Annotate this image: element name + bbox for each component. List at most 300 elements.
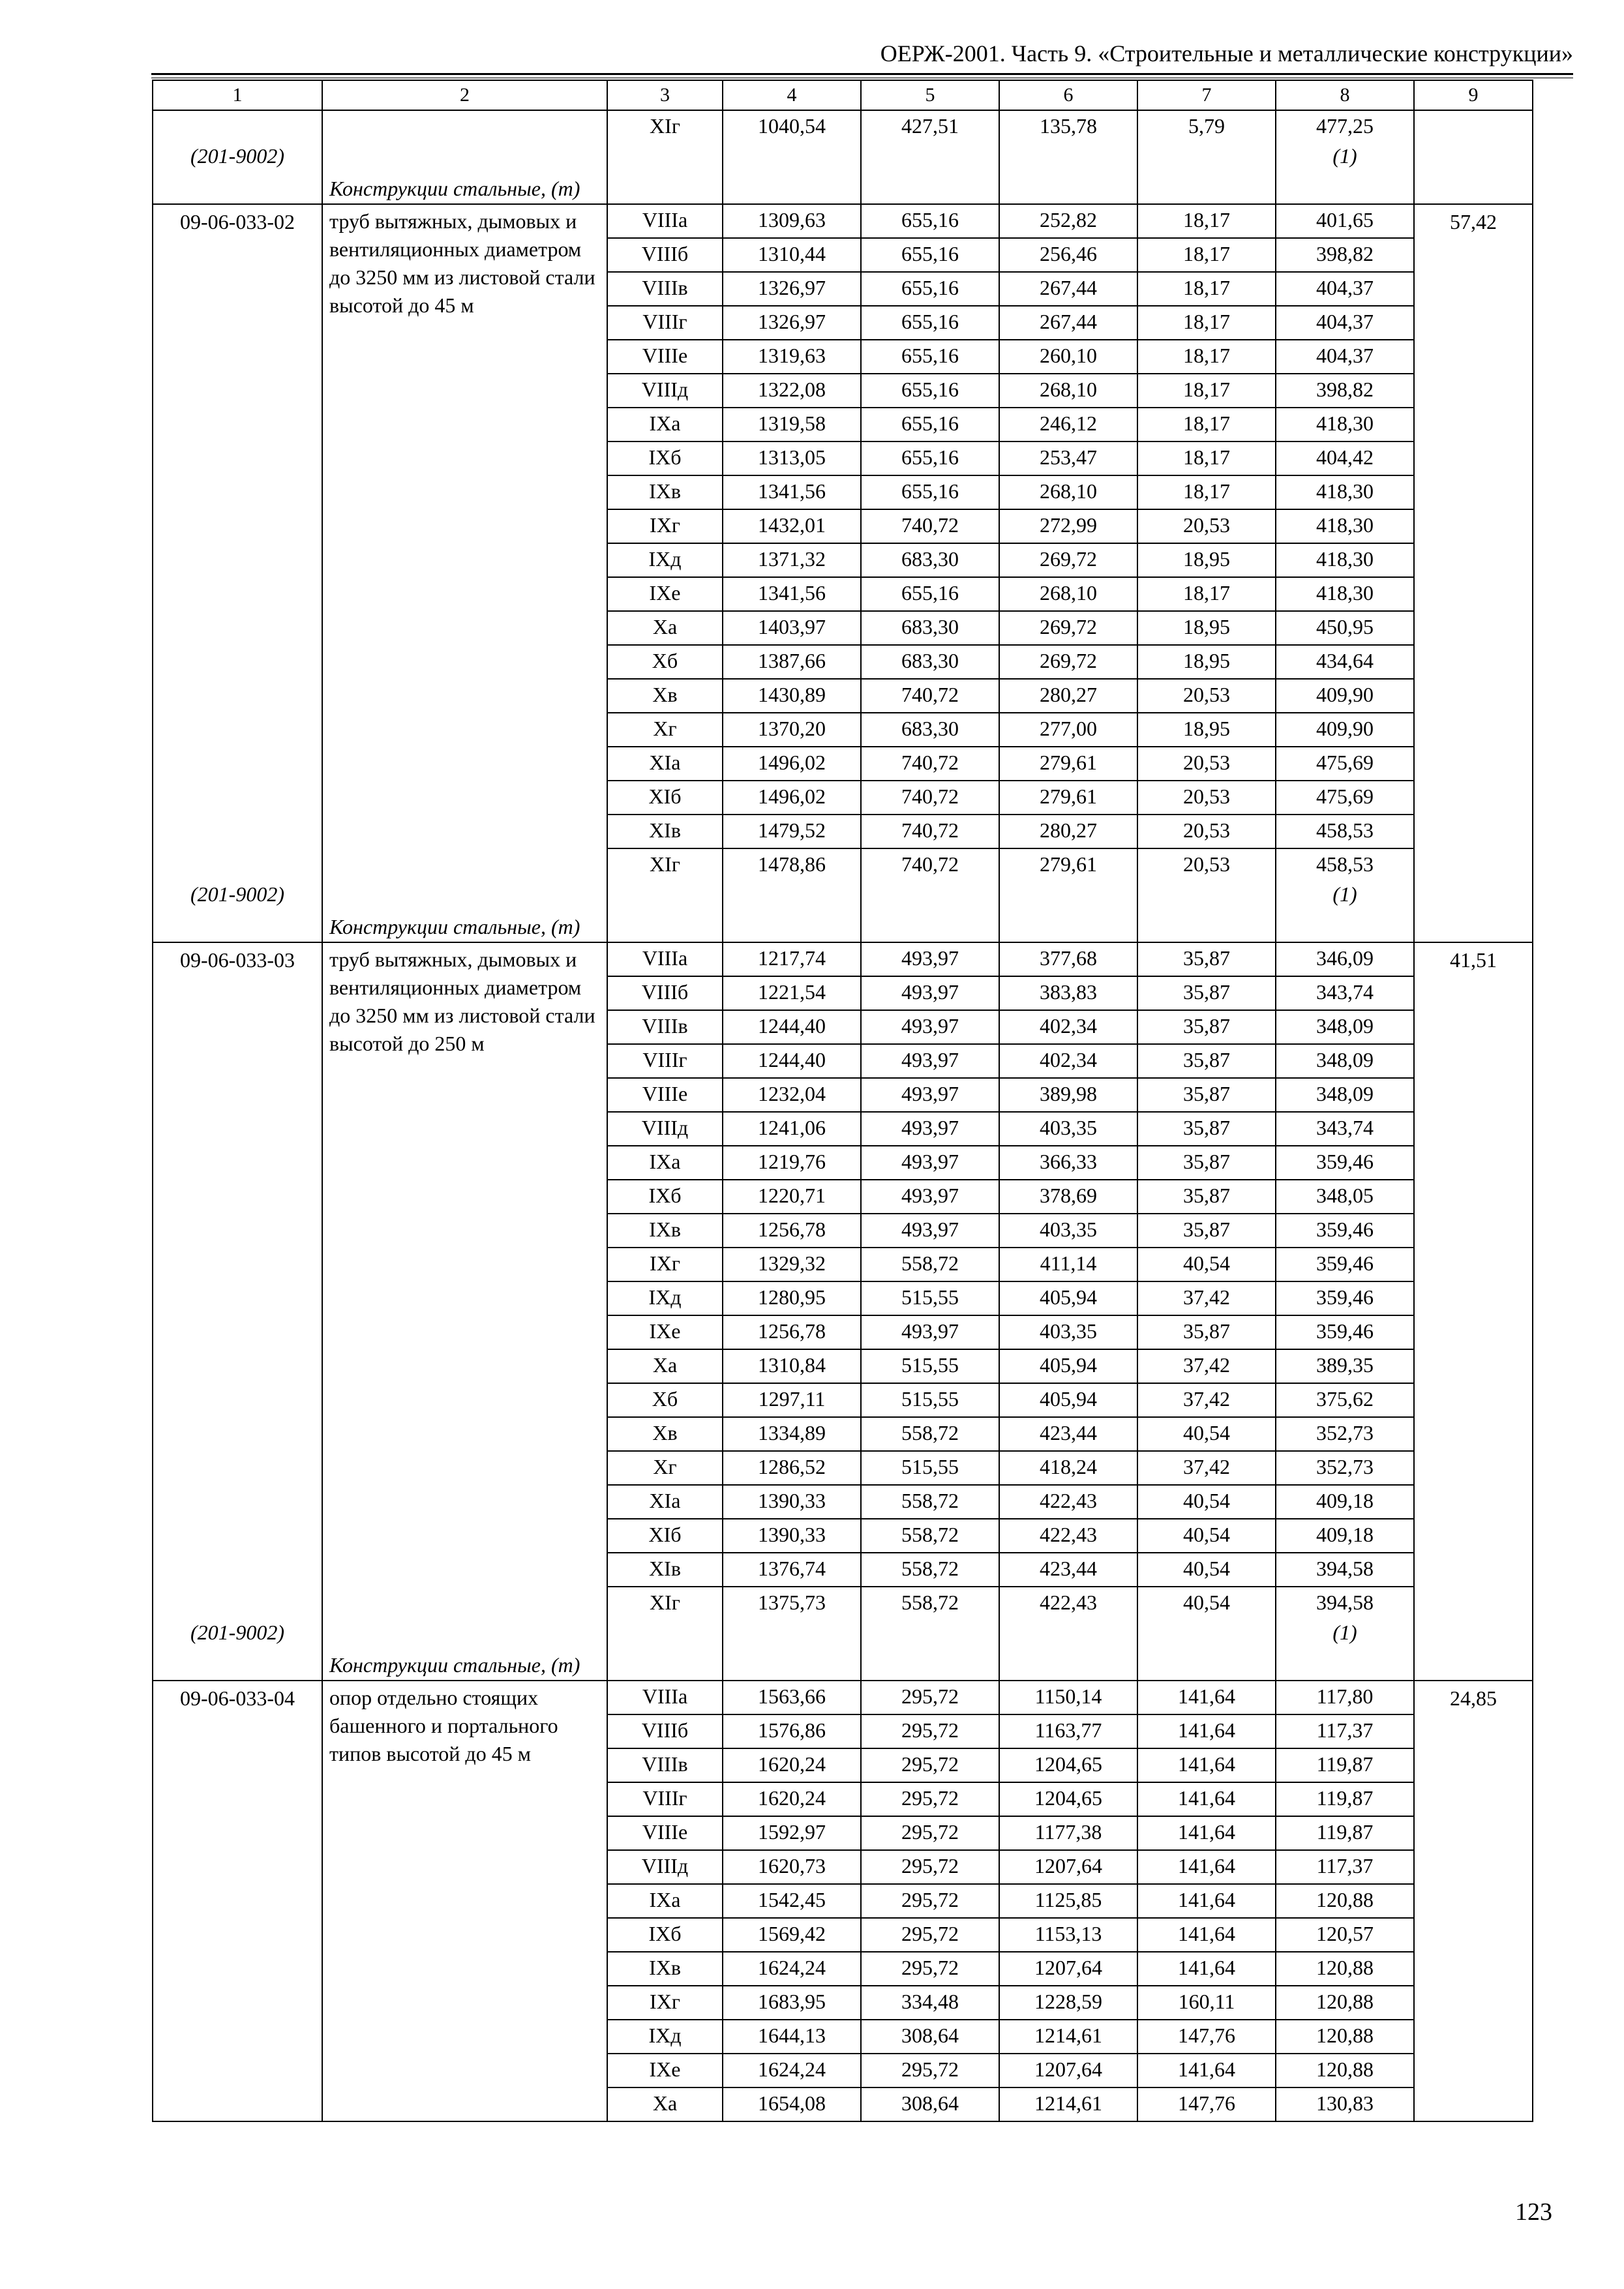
- cell-value: 119,87: [1316, 1786, 1374, 1810]
- cell-value: 18,17: [1183, 208, 1230, 232]
- cell-value: 1214,61: [1034, 2024, 1102, 2047]
- value-cell: [1137, 2054, 1276, 2087]
- cell-value: 377,68: [1040, 946, 1097, 970]
- cell-value: 366,33: [1040, 1150, 1097, 1173]
- value-cell: [861, 408, 999, 441]
- value-cell: [999, 1681, 1137, 1714]
- value-cell: [1137, 1417, 1276, 1451]
- cell-value: 418,30: [1316, 513, 1374, 537]
- cell-value: 515,55: [901, 1387, 959, 1411]
- cell-value: IXг: [650, 513, 680, 537]
- cell-value: VIIIг: [642, 1048, 687, 1071]
- cell-value: 272,99: [1040, 513, 1097, 537]
- cell-value: VIIIа: [642, 946, 688, 970]
- cell-value: 295,72: [901, 1684, 959, 1708]
- cell-value: 348,09: [1316, 1082, 1374, 1105]
- value-cell: [861, 1044, 999, 1078]
- cell-value: IXа: [649, 411, 681, 435]
- value-cell: [723, 374, 861, 408]
- value-cell: [861, 1553, 999, 1587]
- cell-value: 246,12: [1040, 411, 1097, 435]
- cell-value: 120,88: [1316, 2057, 1374, 2081]
- value-cell: [999, 272, 1137, 306]
- value-cell: [1276, 1918, 1414, 1952]
- cell-value: XIв: [649, 1557, 681, 1580]
- cell-value: 252,82: [1040, 208, 1097, 232]
- cell-value: IXа: [649, 1888, 681, 1911]
- footnote-ref: (1): [1332, 144, 1357, 168]
- value-cell: [999, 1112, 1137, 1146]
- value-cell: [723, 340, 861, 374]
- value-cell: [999, 611, 1137, 645]
- cell-value: 422,43: [1040, 1489, 1097, 1512]
- cell-value: 1219,76: [758, 1150, 826, 1173]
- value-cell: [1137, 1281, 1276, 1315]
- value-cell: [861, 747, 999, 781]
- cell-value: 515,55: [901, 1455, 959, 1478]
- value-cell: [1276, 1078, 1414, 1112]
- cell-value: 1220,71: [758, 1184, 826, 1207]
- cell-value: 260,10: [1040, 344, 1097, 367]
- value-cell: [1137, 1587, 1276, 1681]
- zone-cell: [607, 475, 723, 509]
- value-cell: [1137, 1918, 1276, 1952]
- cell-value: 655,16: [901, 276, 959, 299]
- zone-cell: [607, 272, 723, 306]
- cell-value: Xа: [652, 2091, 678, 2115]
- value-cell: [999, 1485, 1137, 1519]
- value-cell: [1137, 509, 1276, 543]
- column-number: 5: [861, 80, 999, 110]
- value-cell: [1137, 1986, 1276, 2020]
- rate-code: 09-06-033-03: [180, 948, 295, 972]
- value-cell: [861, 1281, 999, 1315]
- value-cell: [723, 1112, 861, 1146]
- cell-value: 40,54: [1183, 1251, 1230, 1275]
- value-cell: [861, 1451, 999, 1485]
- column-number: 7: [1137, 80, 1276, 110]
- cell-value: Xв: [652, 1421, 678, 1444]
- value-cell: [1137, 942, 1276, 976]
- cell-value: VIIIв: [642, 1014, 688, 1038]
- value-cell: [999, 2054, 1137, 2087]
- cell-value: 655,16: [901, 242, 959, 265]
- cell-value: VIIIг: [642, 1786, 687, 1810]
- cell-value: 277,00: [1040, 717, 1097, 740]
- value-cell: [1137, 747, 1276, 781]
- cell-value: IXе: [649, 2057, 681, 2081]
- value-cell: [1137, 1952, 1276, 1986]
- value-cell: [1137, 2020, 1276, 2054]
- resource-code: (201-9002): [190, 1621, 284, 1644]
- value-cell: [723, 1451, 861, 1485]
- description-cell: [322, 1681, 607, 2121]
- cell-value: 120,88: [1316, 2024, 1374, 2047]
- cell-value: 1244,40: [758, 1014, 826, 1038]
- value-cell: [1137, 1010, 1276, 1044]
- value-cell: [1137, 781, 1276, 815]
- value-cell: [999, 1248, 1137, 1281]
- value-cell: [861, 815, 999, 848]
- cell-value: 40,54: [1183, 1489, 1230, 1512]
- value-cell: [723, 1417, 861, 1451]
- cell-value: 279,61: [1040, 785, 1097, 808]
- value-cell: [999, 1918, 1137, 1952]
- cell-value: 348,09: [1316, 1014, 1374, 1038]
- cell-value: 295,72: [901, 1820, 959, 1844]
- value-cell: [1276, 509, 1414, 543]
- cell-value: 1479,52: [758, 818, 826, 842]
- value-cell: [1137, 1519, 1276, 1553]
- zone-cell: [607, 1748, 723, 1782]
- zone-cell: [607, 441, 723, 475]
- cell-value: 1569,42: [758, 1922, 826, 1945]
- cell-value: 404,42: [1316, 445, 1374, 469]
- cell-value: 135,78: [1040, 114, 1097, 138]
- value-cell: [1276, 1816, 1414, 1850]
- zone-cell: [607, 1451, 723, 1485]
- cell-value: 1496,02: [758, 751, 826, 774]
- cell-value: 558,72: [901, 1557, 959, 1580]
- cell-value: 375,62: [1316, 1387, 1374, 1411]
- value-cell: [861, 509, 999, 543]
- zone-cell: [607, 1850, 723, 1884]
- cell-value: 1309,63: [758, 208, 826, 232]
- cell-value: 147,76: [1178, 2091, 1235, 2115]
- value-cell: [1276, 1383, 1414, 1417]
- value-cell: [999, 848, 1137, 942]
- cell-value: 18,95: [1183, 649, 1230, 672]
- value-cell: [1137, 408, 1276, 441]
- value-cell: [723, 110, 861, 204]
- cell-value: 403,35: [1040, 1116, 1097, 1139]
- value-cell: [1276, 408, 1414, 441]
- value-cell: [861, 2087, 999, 2121]
- zone-cell: [607, 679, 723, 713]
- cell-value: 359,46: [1316, 1150, 1374, 1173]
- cell-value: IXг: [650, 1990, 680, 2013]
- zone-cell: [607, 713, 723, 747]
- value-cell: [999, 1850, 1137, 1884]
- description-cell: [322, 204, 607, 942]
- cell-value: VIIIв: [642, 276, 688, 299]
- zone-cell: [607, 1078, 723, 1112]
- value-cell: [1137, 1044, 1276, 1078]
- value-cell: [1137, 1714, 1276, 1748]
- cell-value: Xг: [653, 1455, 677, 1478]
- zone-cell: [607, 1417, 723, 1451]
- empty-cell: [1414, 110, 1533, 204]
- table-row: [153, 1681, 1533, 1714]
- value-cell: [1276, 1044, 1414, 1078]
- value-cell: [723, 408, 861, 441]
- cell-value: 394,58: [1316, 1557, 1374, 1580]
- value-cell: [1276, 1850, 1414, 1884]
- zone-cell: [607, 781, 723, 815]
- cell-value: 493,97: [901, 1150, 959, 1173]
- value-cell: [999, 713, 1137, 747]
- table-row: [153, 110, 1533, 204]
- value-cell: [723, 1782, 861, 1816]
- zone-cell: [607, 1010, 723, 1044]
- value-cell: [723, 1485, 861, 1519]
- cell-value: 308,64: [901, 2024, 959, 2047]
- value-cell: [723, 577, 861, 611]
- cell-value: 18,17: [1183, 378, 1230, 401]
- value-cell: [861, 1180, 999, 1214]
- cell-value: 1150,14: [1034, 1684, 1102, 1708]
- value-cell: [999, 1748, 1137, 1782]
- value-cell: [723, 475, 861, 509]
- zone-cell: [607, 1383, 723, 1417]
- cell-value: IXв: [649, 479, 681, 503]
- zone-cell: [607, 1519, 723, 1553]
- value-cell: [1276, 1519, 1414, 1553]
- value-cell: [1276, 1112, 1414, 1146]
- cell-value: VIIIб: [641, 242, 689, 265]
- value-cell: [1276, 340, 1414, 374]
- value-cell: [723, 1214, 861, 1248]
- cell-value: 37,42: [1183, 1387, 1230, 1411]
- cell-value: 37,42: [1183, 1353, 1230, 1377]
- cell-value: Xа: [652, 1353, 678, 1377]
- value-cell: [1276, 1553, 1414, 1587]
- cell-value: XIг: [650, 852, 680, 876]
- cell-value: 120,88: [1316, 1990, 1374, 2013]
- value-cell: [1276, 747, 1414, 781]
- cell-value: 378,69: [1040, 1184, 1097, 1207]
- value-cell: [723, 1681, 861, 1714]
- cell-value: 40,54: [1183, 1421, 1230, 1444]
- cell-value: 655,16: [901, 208, 959, 232]
- cell-value: XIг: [650, 114, 680, 138]
- value-cell: [1137, 2087, 1276, 2121]
- cell-value: 18,17: [1183, 242, 1230, 265]
- running-header: ОЕРЖ-2001. Часть 9. «Строительные и металлические конструкции»: [880, 40, 1573, 67]
- cell-value: 558,72: [901, 1591, 959, 1614]
- value-cell: [723, 509, 861, 543]
- zone-cell: [607, 1681, 723, 1714]
- value-cell: [999, 1986, 1137, 2020]
- zone-cell: [607, 1884, 723, 1918]
- value-cell: [861, 942, 999, 976]
- value-cell: [861, 2054, 999, 2087]
- cell-value: 35,87: [1183, 1184, 1230, 1207]
- cell-value: 558,72: [901, 1489, 959, 1512]
- value-cell: [1276, 543, 1414, 577]
- value-cell: [1276, 577, 1414, 611]
- resource-name: Конструкции стальные, (т): [329, 1653, 580, 1677]
- zone-cell: [607, 1816, 723, 1850]
- value-cell: [1276, 272, 1414, 306]
- cell-value: 5,79: [1188, 114, 1225, 138]
- cell-value: 1624,24: [758, 2057, 826, 2081]
- value-cell: [861, 976, 999, 1010]
- cell-value: Xв: [652, 683, 678, 706]
- cell-value: 740,72: [901, 818, 959, 842]
- column-number: 1: [153, 80, 322, 110]
- zone-cell: [607, 1044, 723, 1078]
- value-cell: [1137, 204, 1276, 238]
- cell-value: 1244,40: [758, 1048, 826, 1071]
- cell-value: 256,46: [1040, 242, 1097, 265]
- value-cell: [1276, 611, 1414, 645]
- cell-value: 403,35: [1040, 1218, 1097, 1241]
- value-cell: [1137, 976, 1276, 1010]
- column-number: 3: [607, 80, 723, 110]
- cell-value: 20,53: [1183, 818, 1230, 842]
- value-cell: [999, 306, 1137, 340]
- cell-value: 1214,61: [1034, 2091, 1102, 2115]
- value-cell: [861, 340, 999, 374]
- cell-value: 37,42: [1183, 1455, 1230, 1478]
- rate-description: труб вытяжных, дымовых и вентиляционных диаметром до 3250 мм из листовой стали высотой до 45 м: [329, 209, 595, 317]
- cell-value: 389,98: [1040, 1082, 1097, 1105]
- cell-value: 1334,89: [758, 1421, 826, 1444]
- cell-value: 409,18: [1316, 1489, 1374, 1512]
- cell-value: 348,09: [1316, 1048, 1374, 1071]
- value-cell: [1137, 238, 1276, 272]
- coefficient-cell: [1414, 1681, 1533, 2121]
- cell-value: 279,61: [1040, 751, 1097, 774]
- value-cell: [1137, 645, 1276, 679]
- cell-value: 141,64: [1178, 1786, 1235, 1810]
- value-cell: [861, 1112, 999, 1146]
- value-cell: [1276, 374, 1414, 408]
- cell-value: 1310,84: [758, 1353, 826, 1377]
- cell-value: 493,97: [901, 1048, 959, 1071]
- value-cell: [1276, 1146, 1414, 1180]
- value-cell: [1276, 713, 1414, 747]
- cell-value: 1375,73: [758, 1591, 826, 1614]
- value-cell: [999, 747, 1137, 781]
- value-cell: [861, 1485, 999, 1519]
- cell-value: 1163,77: [1034, 1718, 1102, 1742]
- cell-value: 1620,24: [758, 1752, 826, 1776]
- cell-value: 423,44: [1040, 1421, 1097, 1444]
- value-cell: [1276, 2054, 1414, 2087]
- value-cell: [1137, 1078, 1276, 1112]
- cell-value: 422,43: [1040, 1591, 1097, 1614]
- zone-cell: [607, 543, 723, 577]
- cell-value: 1177,38: [1034, 1820, 1102, 1844]
- coefficient-value: 41,51: [1450, 948, 1497, 972]
- cell-value: 141,64: [1178, 1752, 1235, 1776]
- value-cell: [723, 1587, 861, 1681]
- cell-value: 1232,04: [758, 1082, 826, 1105]
- value-cell: [723, 2087, 861, 2121]
- value-cell: [999, 1816, 1137, 1850]
- value-cell: [1276, 679, 1414, 713]
- value-cell: [1276, 238, 1414, 272]
- resource-name: Конструкции стальные, (т): [329, 177, 580, 200]
- value-cell: [723, 306, 861, 340]
- cell-value: 343,74: [1316, 980, 1374, 1004]
- value-cell: [861, 781, 999, 815]
- column-number: 6: [999, 80, 1137, 110]
- value-cell: [1137, 1816, 1276, 1850]
- zone-cell: [607, 1714, 723, 1748]
- cell-value: XIа: [649, 751, 681, 774]
- zone-cell: [607, 1918, 723, 1952]
- cell-value: XIб: [648, 785, 682, 808]
- cell-value: 18,95: [1183, 615, 1230, 638]
- cell-value: 1371,32: [758, 547, 826, 571]
- value-cell: [1137, 340, 1276, 374]
- value-cell: [861, 238, 999, 272]
- column-number: 9: [1414, 80, 1533, 110]
- value-cell: [999, 509, 1137, 543]
- rate-code: 09-06-033-02: [180, 210, 295, 233]
- resource-code: (201-9002): [190, 144, 284, 168]
- cell-value: 1217,74: [758, 946, 826, 970]
- value-cell: [999, 976, 1137, 1010]
- value-cell: [861, 1782, 999, 1816]
- zone-cell: [607, 1112, 723, 1146]
- cell-value: IXб: [648, 1184, 682, 1207]
- cell-value: 493,97: [901, 946, 959, 970]
- value-cell: [861, 272, 999, 306]
- value-cell: [723, 1714, 861, 1748]
- cell-value: 398,82: [1316, 242, 1374, 265]
- value-cell: [861, 1519, 999, 1553]
- value-cell: [999, 441, 1137, 475]
- cell-value: 398,82: [1316, 378, 1374, 401]
- value-cell: [1276, 1349, 1414, 1383]
- value-cell: [999, 110, 1137, 204]
- cell-value: 558,72: [901, 1251, 959, 1275]
- cell-value: 120,57: [1316, 1922, 1374, 1945]
- value-cell: [1137, 1485, 1276, 1519]
- zone-cell: [607, 1214, 723, 1248]
- cell-value: 253,47: [1040, 445, 1097, 469]
- cell-value: 458,53: [1316, 852, 1374, 876]
- cell-value: VIIIа: [642, 208, 688, 232]
- cell-value: IXг: [650, 1251, 680, 1275]
- zone-cell: [607, 577, 723, 611]
- cell-value: 40,54: [1183, 1591, 1230, 1614]
- cell-value: 740,72: [901, 751, 959, 774]
- value-cell: [861, 1010, 999, 1044]
- cell-value: 267,44: [1040, 276, 1097, 299]
- footnote-ref: (1): [1332, 1621, 1357, 1644]
- cell-value: 434,64: [1316, 649, 1374, 672]
- column-number: 8: [1276, 80, 1414, 110]
- cell-value: 418,30: [1316, 547, 1374, 571]
- cell-value: 295,72: [901, 1786, 959, 1810]
- zone-cell: [607, 1553, 723, 1587]
- code-cell: [153, 1681, 322, 2121]
- cell-value: 1322,08: [758, 378, 826, 401]
- value-cell: [1276, 1315, 1414, 1349]
- value-cell: [1276, 441, 1414, 475]
- cell-value: XIб: [648, 1523, 682, 1546]
- cell-value: IXд: [648, 1285, 682, 1309]
- value-cell: [861, 1587, 999, 1681]
- cell-value: 20,53: [1183, 751, 1230, 774]
- value-cell: [1276, 110, 1414, 204]
- cell-value: 1286,52: [758, 1455, 826, 1478]
- cell-value: 1432,01: [758, 513, 826, 537]
- cell-value: 493,97: [901, 1319, 959, 1343]
- value-cell: [861, 1146, 999, 1180]
- cell-value: 1280,95: [758, 1285, 826, 1309]
- cell-value: 655,16: [901, 445, 959, 469]
- value-cell: [1137, 475, 1276, 509]
- value-cell: [999, 1417, 1137, 1451]
- cell-value: 1204,65: [1034, 1786, 1102, 1810]
- value-cell: [1137, 815, 1276, 848]
